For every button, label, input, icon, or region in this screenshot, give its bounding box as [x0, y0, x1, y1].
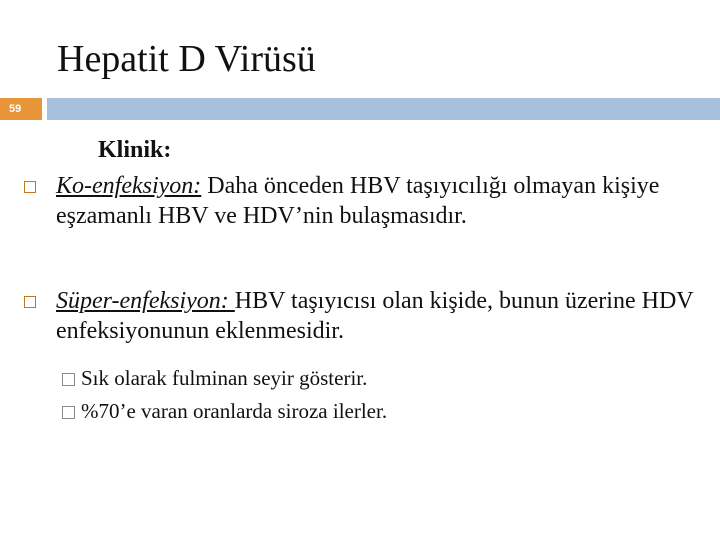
title-divider-bar — [47, 98, 720, 120]
bullet-item-superinfection — [24, 286, 696, 346]
checkbox-bullet-icon — [62, 406, 75, 419]
bullet-text — [56, 286, 696, 346]
section-heading: Klinik: — [98, 137, 172, 163]
square-bullet-icon — [24, 296, 36, 308]
bullet-description: HBV taşıyıcısı olan kişide, bunun üzerine HDV enfeksiyonunun eklenmesidir. — [56, 288, 694, 344]
bullet-item-coinfection — [24, 171, 696, 231]
bullet-term: Süper-enfeksiyon: — [56, 288, 235, 314]
bullet-description: Daha önceden HBV taşıyıcılığı olmayan kişiye eşzamanlı HBV ve HDV’nin bulaşmasıdır. — [56, 173, 660, 229]
slide-title: Hepatit D Virüsü — [57, 38, 316, 80]
sub-bullet-text: Sık olarak fulminan seyir gösterir. — [81, 366, 368, 390]
sub-bullet-text: %70’e varan oranlarda siroza ilerler. — [81, 399, 388, 423]
bullet-term: Ko-enfeksiyon: — [56, 173, 202, 199]
checkbox-bullet-icon — [62, 373, 75, 386]
sub-bullet-item — [62, 365, 367, 391]
square-bullet-icon — [24, 181, 36, 193]
slide-number-badge: 59 — [0, 98, 42, 120]
sub-bullet-item — [62, 398, 387, 424]
bullet-text — [56, 171, 696, 231]
